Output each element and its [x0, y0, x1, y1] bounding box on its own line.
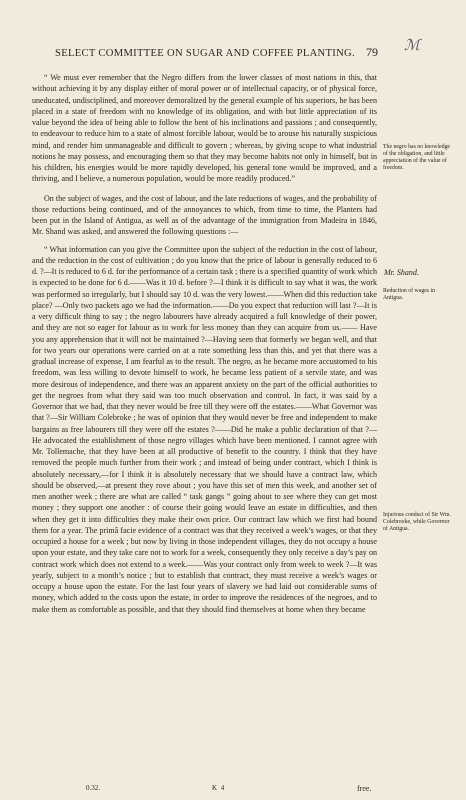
margin-note-wage-reduction: Reduction of wages in Antigua.: [383, 288, 435, 301]
intro-paragraph: On the subject of wages, and the cost of labour, and the late reductions of wages, and the probability of those reductions being continued, and of the annoyances to which, from time to time, the Planters had been put in the Island of Antigua, as well as of the advantage of the immigration from Madeira in 1846, Mr. Shand was asked, and answered the following questions :—: [32, 193, 377, 237]
page-number: 79: [366, 45, 378, 59]
margin-note-governor: Injurious conduct of Sir Wm. Colebrooke, while Governor of Antigua.: [383, 512, 451, 532]
handwritten-annotation: ℳ: [404, 36, 421, 54]
running-header: SELECT COMMITTEE ON SUGAR AND COFFEE PLANTING.: [55, 48, 355, 59]
testimony-paragraph: “ What information can you give the Committee upon the subject of the reduction in the cost of labour, and the reduction in the cost of cultivation ; do you know that the price of labour is generally reduced to 6 d. ?—It is reduced to 6 d. for the performance of a certain task ; there is a specified quantity of work which is expected to be done for 6 d.——Was it 10 d. before ?—I think it is difficult to say what it was, the work was performed so irregularly, but I should say 10 d. was the very lowest.——When did this reduction take place? —Only two packets ago we had the information.——Do you expect that reduction will last ?—It is a very difficult thing to say ; the negro labourers have already acquired a full knowledge of their power, and they are not so eager for labour as to work for less money than they can acquire from us.—— Have you any apprehension that it will not be maintained ?—Having seen that formerly we began well, and that for two years our operations were carried on at a rate something less than this, and yet that there was a gradual increase of expense, I am fearful as to the result. The negro, as he became more accustomed to his freedom, was less willing to devote himself to work, he became less patient of a servile state, and was more desirous of independence, and there was an apparent anxiety on the part of the official authorities to get the negroes from what they said was too much observation and control. In fact, it was said by a Governor that we had, that they never would be free till they were off the estates.——What Governor was that ?—Sir William Colebroke ; he was of opinion that they would never be free and independent to make bargains as free labourers till they were off the estates ?——Did he make a public declaration of that ?—He advocated the establishment of those negro villages which have been mentioned. I cannot agree with Mr. Tollemache, that they have been at all productive of benefit to the country. I think that they have removed the people much further from their work ; and instead of being under contract, which I think is absolutely necessary,—for I think it is absolutely necessary that we should have a contract law, which should be observed,—at present they rove about ; you have this set of men this week, and another set of men another week ; there are what are called “ task gangs ” going about to see where they can get most money ; they support one another : of course their going would leave an estate in difficulties, and then when they get it into difficulties they make their own price. Our contract law which we first had bound them for a year. The primâ facie evidence of a contract was that they received a week’s wages, or that they occupied a house for a week ; but now by living in those independent villages, they do not occupy a house upon your estate, and they take care not to work for a week, consequently they only receive a day’s pay on contract work which does not extend to a week.——Was your contract only from week to week ?—It was yearly, subject to a month’s notice ; but to establish that contract, they must receive a week’s wages or occupy a house upon the estate. For the last four years of slavery we had laid out considerable sums of money, which added to the costs upon the estate, in order to improve the residences of the negroes, and to make them as comfortable as possible, and that they should find themselves at home when they became: [32, 244, 377, 614]
quoted-paragraph: “ We must ever remember that the Negro differs from the lower classes of most nations in this, that without achieving it by any display either of moral power or of intellectual capacity, or of physical force, uneducated, undisciplined, and moreover demoralized by the general example of his superiors, he has been placed in a state of freedom with no knowledge of its obligation, and with but little appreciation of its value beyond the idea of being able to follow the bent of his inclinations and passions ; and consequently, to endeavour to reduce him to a state of almost forcible labour, would be to arouse his naturally suspicious mind, and render him unmanageable and difficult to govern ; whereas, by giving scope to what industrial notions he may possess, and encouraging them so that they may become habits not only in himself, but in his children, his energies would be more rapidly developed, his general tone would be improved, and a thriving, and I believe, a numerous population, would be more readily produced.”: [32, 73, 377, 184]
speaker-label: Mr. Shand.: [384, 268, 419, 277]
main-text: [32, 72, 377, 621]
footer-signature-mark: K 4: [212, 784, 226, 792]
footer-catchword: free.: [357, 784, 372, 793]
footer-print-code: 0.32.: [86, 784, 100, 792]
margin-note-negro-freedom: The negro has no knowledge of the obligation, and little appreciation of the value of freedom.: [383, 144, 450, 171]
